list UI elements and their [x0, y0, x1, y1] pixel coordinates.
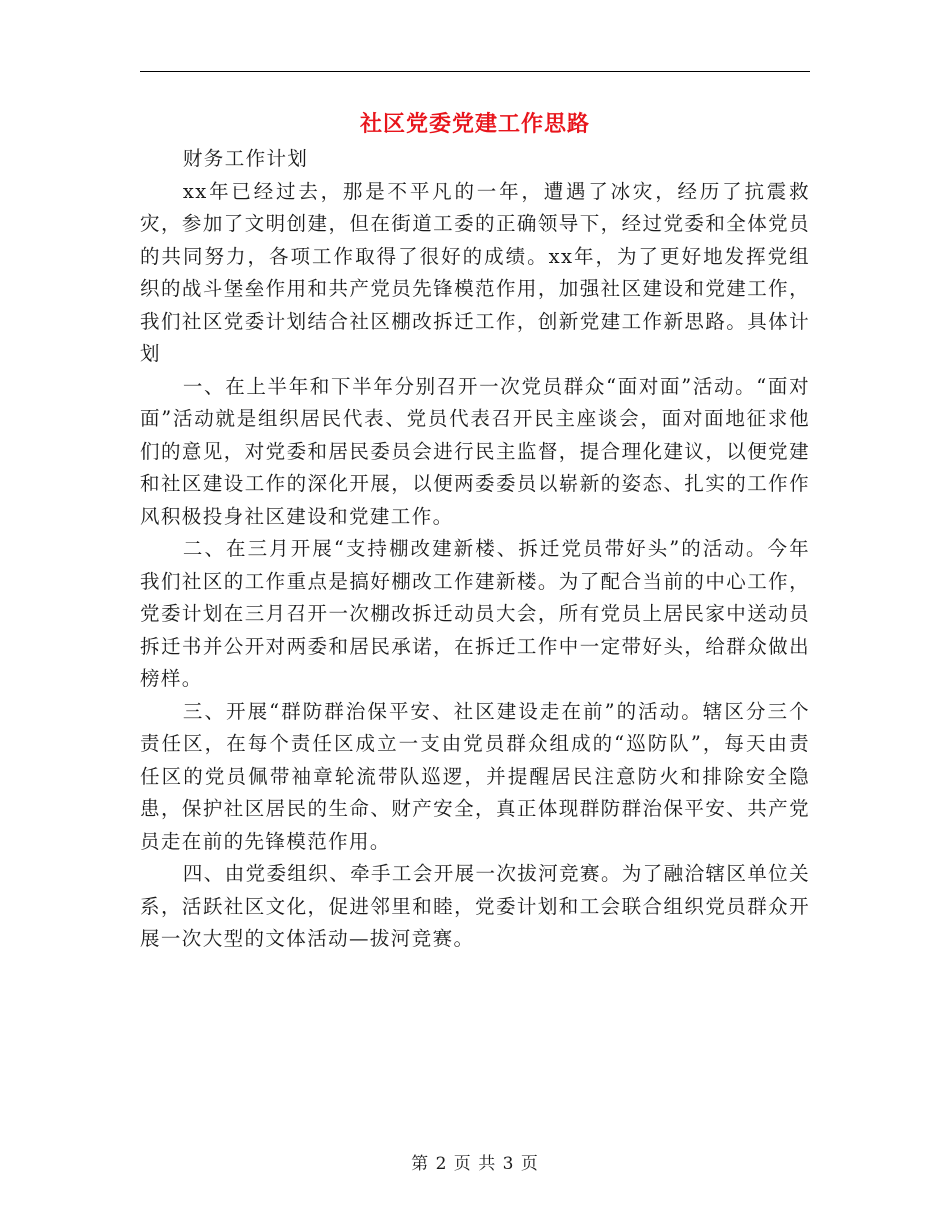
paragraph-subtitle: 财务工作计划 [182, 147, 309, 170]
document-body [140, 143, 810, 956]
paragraph-intro: xx年已经过去，那是不平凡的一年，遭遇了冰灾，经历了抗震救灾，参加了文明创建，但在街道工委的正确领导下，经过党委和全体党员的共同努力，各项工作取得了很好的成绩。xx年，为了更好地发挥党组织的战斗堡垒作用和共产党员先锋模范作用，加强社区建设和党建工作，我们社区党委计划结合社区棚改拆迁工作，创新党建工作新思路。具体计划 [140, 179, 810, 365]
paragraph-item-4: 四、由党委组织、牵手工会开展一次拔河竞赛。为了融洽辖区单位关系，活跃社区文化，促进邻里和睦，党委计划和工会联合组织党员群众开展一次大型的文体活动—拔河竞赛。 [140, 862, 810, 950]
page-number: 第 2 页 共 3 页 [411, 1154, 539, 1174]
paragraph-item-2: 二、在三月开展“支持棚改建新楼、拆迁党员带好头”的活动。今年我们社区的工作重点是搞好棚改工作建新楼。为了配合当前的中心工作，党委计划在三月召开一次棚改拆迁动员大会，所有党员上居民家中送动员拆迁书并公开对两委和居民承诺，在拆迁工作中一定带好头，给群众做出榜样。 [140, 537, 810, 690]
paragraph-item-1: 一、在上半年和下半年分别召开一次党员群众“面对面”活动。“面对面”活动就是组织居民代表、党员代表召开民主座谈会，面对面地征求他们的意见，对党委和居民委员会进行民主监督，提合理化建议，以便党建和社区建设工作的深化开展，以便两委委员以崭新的姿态、扎实的工作作风积极投身社区建设和党建工作。 [140, 374, 810, 528]
paragraph-item-3: 三、开展“群防群治保平安、社区建设走在前”的活动。辖区分三个责任区，在每个责任区成立一支由党员群众组成的“巡防队”，每天由责任区的党员佩带袖章轮流带队巡逻，并提醒居民注意防火和排除安全隐患，保护社区居民的生命、财产安全，真正体现群防群治保平安、共产党员走在前的先锋模范作用。 [140, 699, 810, 853]
document-title: 社区党委党建工作思路 [359, 111, 590, 137]
header-rule [140, 71, 810, 72]
